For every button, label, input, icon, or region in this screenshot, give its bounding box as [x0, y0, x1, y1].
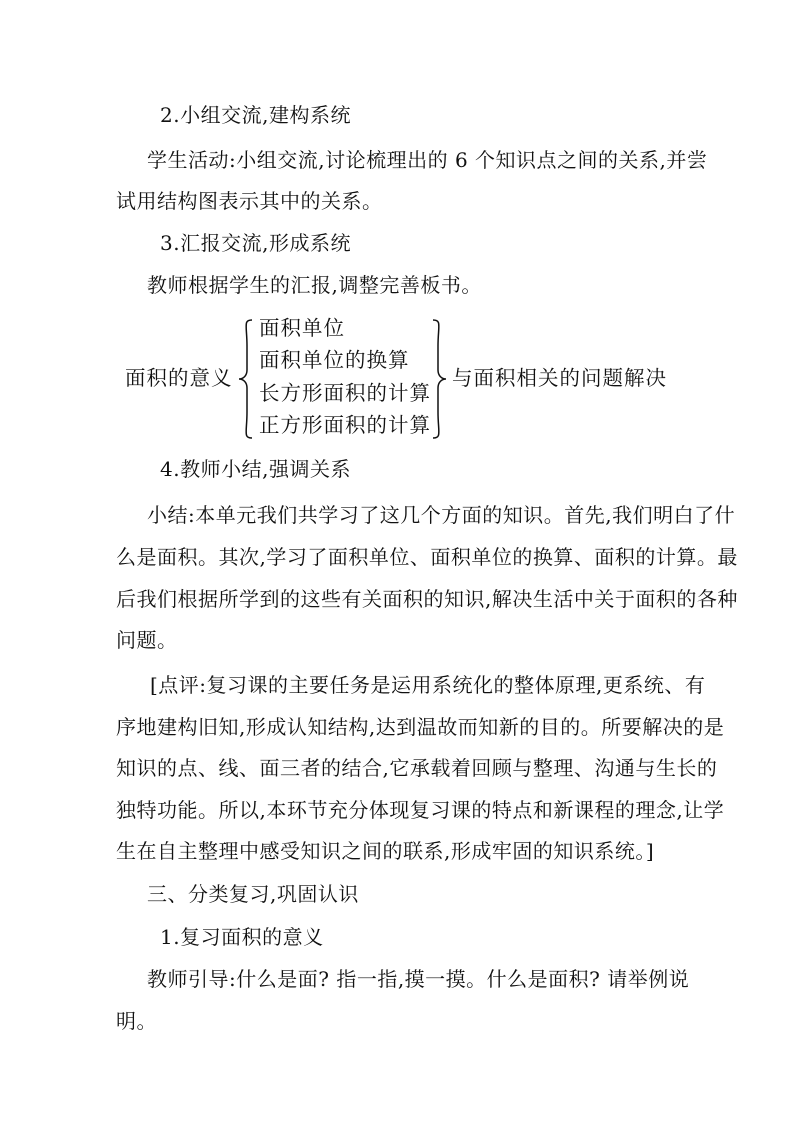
- paragraph-line: 问题。: [116, 628, 178, 652]
- comment-line: 生在自主整理中感受知识之间的联系,形成牢固的知识系统。]: [116, 839, 655, 863]
- paragraph-line: 教师引导:什么是面? 指一指,摸一摸。什么是面积? 请举例说: [147, 967, 690, 991]
- paragraph-line: 学生活动:小组交流,讨论梳理出的 6 个知识点之间的关系,并尝: [147, 148, 708, 172]
- diagram-right-label: 与面积相关的问题解决: [452, 366, 667, 390]
- comment-line: 知识的点、线、面三者的结合,它承载着回顾与整理、沟通与生长的: [116, 756, 718, 780]
- paragraph-line: 后我们根据所学到的这些有关面积的知识,解决生活中关于面积的各种: [116, 587, 738, 611]
- paragraph-line: 试用结构图表示其中的关系。: [116, 189, 383, 213]
- diagram-item: 面积单位: [259, 316, 345, 340]
- diagram-item: 长方形面积的计算: [259, 381, 431, 405]
- section-heading: 1.复习面积的意义: [160, 925, 324, 949]
- part-heading: 三、分类复习,巩固认识: [147, 882, 359, 906]
- paragraph-line: 小结:本单元我们共学习了这几个方面的知识。首先,我们明白了什: [147, 503, 736, 527]
- section-heading: 4.教师小结,强调关系: [160, 457, 351, 481]
- comment-line: 序地建构旧知,形成认知结构,达到温故而知新的目的。所要解决的是: [116, 715, 725, 739]
- paragraph-line: 明。: [116, 1009, 157, 1033]
- section-heading: 3.汇报交流,形成系统: [160, 231, 351, 255]
- diagram-item: 面积单位的换算: [259, 348, 410, 372]
- section-heading: 2.小组交流,建构系统: [160, 103, 351, 127]
- comment-line: [点评:复习课的主要任务是运用系统化的整体原理,更系统、有: [150, 673, 706, 697]
- comment-line: 独特功能。所以,本环节充分体现复习课的特点和新课程的理念,让学: [116, 798, 725, 822]
- paragraph-line: 么是面积。其次,学习了面积单位、面积单位的换算、面积的计算。最: [116, 545, 738, 569]
- diagram-left-label: 面积的意义: [125, 366, 233, 390]
- left-brace-icon: [237, 318, 257, 440]
- right-brace-icon: [428, 318, 448, 440]
- paragraph-line: 教师根据学生的汇报,调整完善板书。: [147, 273, 482, 297]
- diagram-item: 正方形面积的计算: [259, 413, 431, 437]
